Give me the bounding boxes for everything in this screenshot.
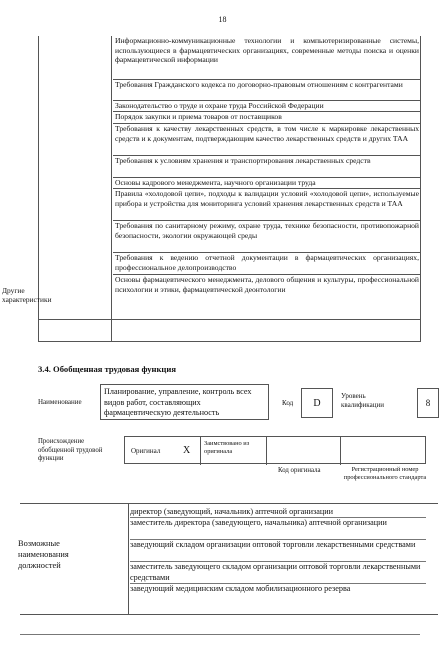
table-row: Требования к условиям хранения и транспортирования лекарственных средств: [113, 156, 421, 178]
list-item: заместитель директора (заведующего, начальника) аптечной организации: [130, 518, 426, 540]
table-row: Требования к ведению отчетной документации в фармацевтических организациях, профессиональное делопроизводство: [113, 253, 421, 275]
qualification-level-field: 8: [417, 388, 439, 418]
qualification-level-label: Уровень квалификации: [341, 392, 384, 409]
list-item: заместитель заведующего складом организации оптовой торговли лекарственными средствами: [130, 562, 426, 584]
page-number: 18: [218, 15, 227, 24]
borrowed-label: Заимствовано из оригинала: [204, 440, 250, 455]
borrowed-cell: [201, 437, 267, 465]
original-cell: [125, 437, 201, 465]
original-mark: X: [183, 445, 191, 456]
table-row: Порядок закупки и приема товаров от поставщиков: [113, 112, 421, 124]
list-item: заведующий медицинским складом мобилизационного резерва: [130, 584, 351, 593]
knowledge-requirements-table: [38, 36, 421, 342]
original-code-caption: Код оригинала: [278, 467, 321, 474]
original-label: Оригинал: [131, 447, 161, 455]
other-characteristics-row: [39, 319, 421, 342]
origin-table: [124, 436, 426, 464]
code-field: D: [301, 388, 333, 418]
positions-label: Возможные наименования должностей: [18, 539, 69, 570]
table-row: Основы фармацевтического менеджмента, делового общения и культуры, профессиональной психологии и этики, фармацевтической деонтологии: [115, 275, 419, 294]
page-bottom-rule: [20, 634, 420, 635]
original-code-cell: [267, 437, 341, 465]
other-characteristics-label: Другие характеристики: [2, 286, 52, 304]
naming-label: Наименование: [38, 398, 82, 406]
list-item: заведующий складом организации оптовой торговли лекарственными средствами: [130, 540, 426, 562]
table-row: Требования Гражданского кодекса по договорно-правовым отношениям с контрагентами: [113, 80, 421, 101]
registration-number-cell: [341, 437, 427, 465]
function-name-field: Планирование, управление, контроль всех видов работ, составляющих фармацевтическую деятельность: [100, 384, 269, 420]
table-row: Информационно-коммуникационные технологии и компьютеризированные системы, использующиеся в фармацевтических организациях, современные методы поиска и оценки фармацевтической информации: [113, 36, 421, 80]
table-row: Требования по санитарному режиму, охране труда, технике безопасности, противопожарной безопасности, экологии окружающей среды: [113, 221, 421, 253]
section-title: 3.4. Обобщенная трудовая функция: [38, 364, 176, 374]
table-row: Требования к качеству лекарственных средств, в том числе к маркировке лекарственных средств и к документам, подтверждающим качество лекарственных средств и других ТАА: [113, 124, 421, 156]
table-row: Основы кадрового менеджмента, научного организации труда: [113, 178, 421, 189]
table-row: Правила «холодовой цепи», подходы к валидации условий «холодовой цепи», используемые прибора и устройства для мониторинга условий хранения лекарственных средств и ТАА: [113, 189, 421, 221]
table-row: Законодательство о труде и охране труда Российской Федерации: [113, 101, 421, 112]
origin-label: Происхождение обобщенной трудовой функции: [38, 438, 103, 462]
list-item: директор (заведующий, начальник) аптечной организации: [130, 507, 426, 518]
code-label: Код: [282, 399, 294, 407]
registration-number-caption: Регистрационный номер профессионального стандарта: [343, 466, 427, 482]
